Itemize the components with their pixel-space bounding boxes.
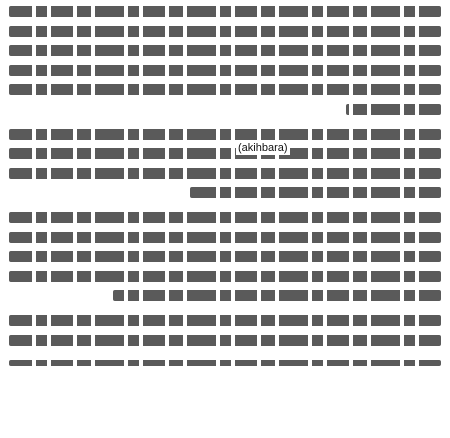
paragraph-3 [9, 212, 441, 301]
text-line [9, 251, 441, 262]
inline-latin-term: (akihbara) [238, 142, 288, 154]
paragraph-2 [9, 129, 441, 199]
text-line [346, 104, 441, 115]
text-line [9, 6, 441, 17]
paragraph-1 [9, 6, 441, 115]
paragraph-5 [9, 360, 441, 366]
text-line [9, 271, 441, 282]
text-line [113, 290, 441, 301]
text-line [9, 84, 441, 95]
text-line [9, 45, 441, 56]
text-line [9, 65, 441, 76]
text-line [9, 129, 441, 140]
text-line [9, 148, 441, 159]
text-line [9, 232, 441, 243]
text-line [9, 168, 441, 179]
paragraph-4 [9, 315, 441, 346]
text-line [9, 360, 441, 366]
text-line [9, 26, 441, 37]
text-line [9, 212, 441, 223]
text-line [9, 315, 441, 326]
text-line [190, 187, 441, 198]
text-line [9, 335, 441, 346]
